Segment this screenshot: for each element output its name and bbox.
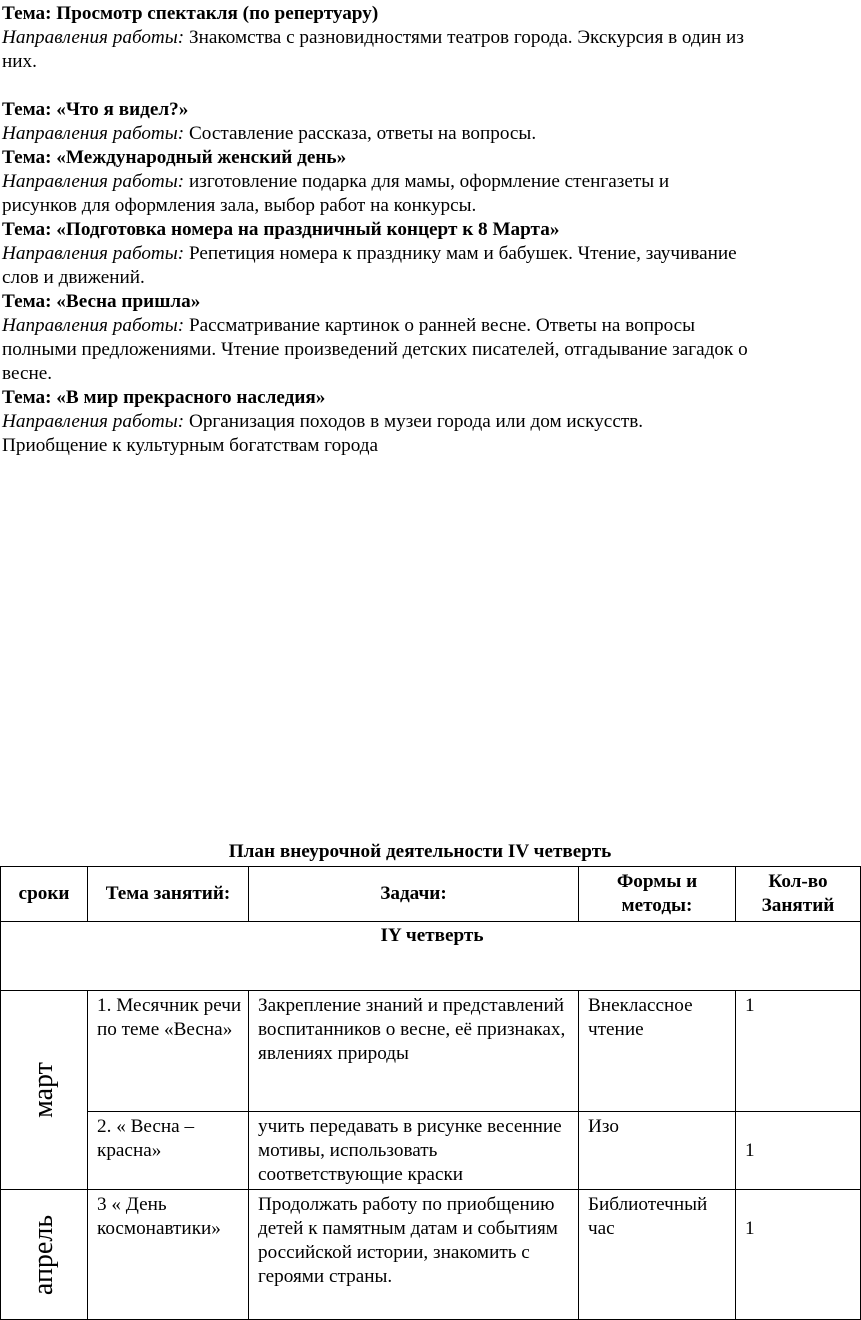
row-topic: 1. Месячник речи по теме «Весна» bbox=[88, 991, 249, 1112]
topic-block-5 bbox=[2, 290, 814, 386]
table-row bbox=[1, 991, 861, 1112]
direction-lead: Направления работы: bbox=[2, 411, 185, 432]
row-count: 1 bbox=[736, 1190, 861, 1320]
topic-title: Тема: «В мир прекрасного наследия» bbox=[2, 387, 326, 408]
row-tasks: Продолжать работу по приобщению детей к памятным датам и событиям российской истории, знакомить с героями страны. bbox=[249, 1190, 579, 1320]
month-label: март bbox=[28, 1062, 59, 1118]
month-label: апрель bbox=[28, 1214, 59, 1295]
topic-title: Тема: «Что я видел?» bbox=[2, 99, 189, 120]
plan-table-wrapper bbox=[0, 866, 835, 1295]
direction-lead: Направления работы: bbox=[2, 315, 185, 336]
table-row bbox=[1, 1190, 861, 1320]
header-terms: сроки bbox=[1, 867, 88, 922]
direction-text: полными предложениями. Чтение произведений детских писателей, отгадывание загадок о bbox=[2, 339, 748, 360]
direction-text: слов и движений. bbox=[2, 267, 145, 288]
direction-text: Организация походов в музеи города или дом искусств. bbox=[184, 411, 644, 432]
topic-title: Тема: «Весна пришла» bbox=[2, 291, 201, 312]
table-row bbox=[1, 1112, 861, 1190]
direction-lead: Направления работы: bbox=[2, 171, 185, 192]
topic-block-6 bbox=[2, 386, 814, 458]
row-tasks: Закрепление знаний и представлений воспитанников о весне, её признаках, явлениях природы bbox=[249, 991, 579, 1112]
direction-text: них. bbox=[2, 51, 37, 72]
direction-text: Репетиция номера к празднику мам и бабушек. Чтение, заучивание bbox=[184, 243, 737, 264]
month-cell-april bbox=[1, 1190, 88, 1320]
row-topic: 2. « Весна – красна» bbox=[88, 1112, 249, 1190]
topic-block-4 bbox=[2, 218, 814, 290]
topic-title: Тема: «Международный женский день» bbox=[2, 147, 347, 168]
direction-lead: Направления работы: bbox=[2, 243, 185, 264]
month-cell-march bbox=[1, 991, 88, 1190]
header-forms: Формы и методы: bbox=[579, 867, 736, 922]
topic-title: Тема: Просмотр спектакля (по репертуару) bbox=[2, 3, 379, 24]
row-tasks: учить передавать в рисунке весенние мотивы, использовать соответствующие краски bbox=[249, 1112, 579, 1190]
topic-title: Тема: «Подготовка номера на праздничный концерт к 8 Марта» bbox=[2, 219, 560, 240]
direction-text: рисунков для оформления зала, выбор работ на конкурсы. bbox=[2, 195, 477, 216]
direction-text: Приобщение к культурным богатствам города bbox=[2, 435, 379, 456]
topic-block-2 bbox=[2, 98, 814, 146]
row-count: 1 bbox=[736, 991, 861, 1112]
header-count: Кол-во Занятий bbox=[736, 867, 861, 922]
quarter-label: IY четверть bbox=[1, 922, 861, 991]
row-forms: Внеклассное чтение bbox=[579, 991, 736, 1112]
direction-text: Рассматривание картинок о ранней весне. Ответы на вопросы bbox=[184, 315, 696, 336]
header-topic: Тема занятий: bbox=[88, 867, 249, 922]
topic-block-3 bbox=[2, 146, 814, 218]
direction-lead: Направления работы: bbox=[2, 123, 185, 144]
direction-lead: Направления работы: bbox=[2, 27, 185, 48]
row-topic: 3 « День космонавтики» bbox=[88, 1190, 249, 1320]
direction-text: Знакомства с разновидностями театров города. Экскурсия в один из bbox=[184, 27, 744, 48]
direction-text: изготовление подарка для мамы, оформление стенгазеты и bbox=[184, 171, 670, 192]
header-tasks: Задачи: bbox=[249, 867, 579, 922]
topic-block-1 bbox=[2, 2, 814, 74]
table-header-row bbox=[1, 867, 861, 922]
quarter-row bbox=[1, 922, 861, 991]
row-forms: Библиотечный час bbox=[579, 1190, 736, 1320]
row-count: 1 bbox=[736, 1112, 861, 1190]
direction-text: весне. bbox=[2, 363, 53, 384]
plan-title: План внеурочной деятельности IV четверть bbox=[228, 841, 612, 862]
direction-text: Составление рассказа, ответы на вопросы. bbox=[184, 123, 537, 144]
plan-table bbox=[0, 866, 861, 1320]
row-forms: Изо bbox=[579, 1112, 736, 1190]
